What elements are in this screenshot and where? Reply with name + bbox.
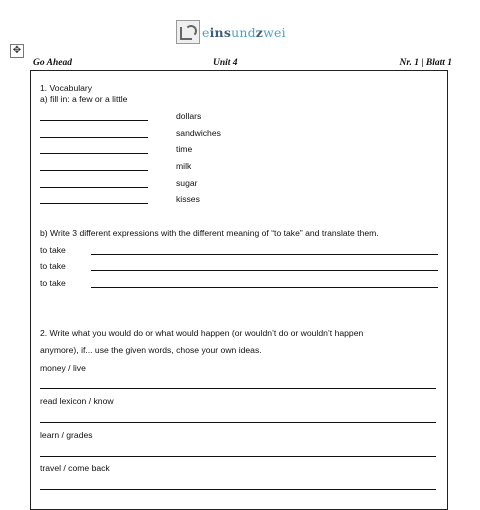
worksheet-frame (30, 70, 448, 510)
table-move-handle-icon[interactable]: ✥ (10, 44, 24, 58)
prompt-answer-line[interactable] (40, 422, 436, 423)
fill-in-blank[interactable] (40, 137, 148, 138)
expression-answer-line[interactable] (91, 287, 438, 288)
prompt-label: money / live (40, 363, 86, 373)
fill-in-blank[interactable] (40, 203, 148, 204)
word-item: time (176, 144, 193, 154)
header-unit: Unit 4 (213, 58, 238, 68)
prompt-label: travel / come back (40, 463, 110, 473)
word-item: milk (176, 161, 192, 171)
expression-answer-line[interactable] (91, 254, 438, 255)
word-item: sandwiches (176, 128, 221, 138)
expression-label: to take (40, 245, 66, 255)
expression-label: to take (40, 278, 66, 288)
prompt-answer-line[interactable] (40, 489, 436, 490)
word-item: kisses (176, 194, 200, 204)
logo-text: einsundzwei (202, 24, 286, 40)
header-sheet-number: Nr. 1 | Blatt 1 (399, 58, 452, 68)
word-item: sugar (176, 178, 198, 188)
section2-instruction-line1: 2. Write what you would do or what would happen (or wouldn’t do or wouldn’t happen (40, 328, 364, 338)
section1-a-label: a) fill in: a few or a little (40, 94, 128, 104)
fill-in-blank[interactable] (40, 120, 148, 121)
fill-in-blank[interactable] (40, 187, 148, 188)
fill-in-blank[interactable] (40, 153, 148, 154)
prompt-label: learn / grades (40, 430, 93, 440)
section2-instruction-line2: anymore), if... use the given words, chose your own ideas. (40, 345, 262, 355)
logo-icon (176, 20, 200, 44)
fill-in-blank[interactable] (40, 170, 148, 171)
prompt-answer-line[interactable] (40, 456, 436, 457)
expression-answer-line[interactable] (91, 270, 438, 271)
section1-title: 1. Vocabulary (40, 83, 93, 93)
expression-label: to take (40, 261, 66, 271)
prompt-label: read lexicon / know (40, 396, 114, 406)
prompt-answer-line[interactable] (40, 388, 436, 389)
logo (176, 20, 286, 44)
header-book-title: Go Ahead (33, 58, 72, 68)
section1-b-instruction: b) Write 3 different expressions with the different meaning of “to take” and translate them. (40, 228, 379, 238)
word-item: dollars (176, 111, 202, 121)
